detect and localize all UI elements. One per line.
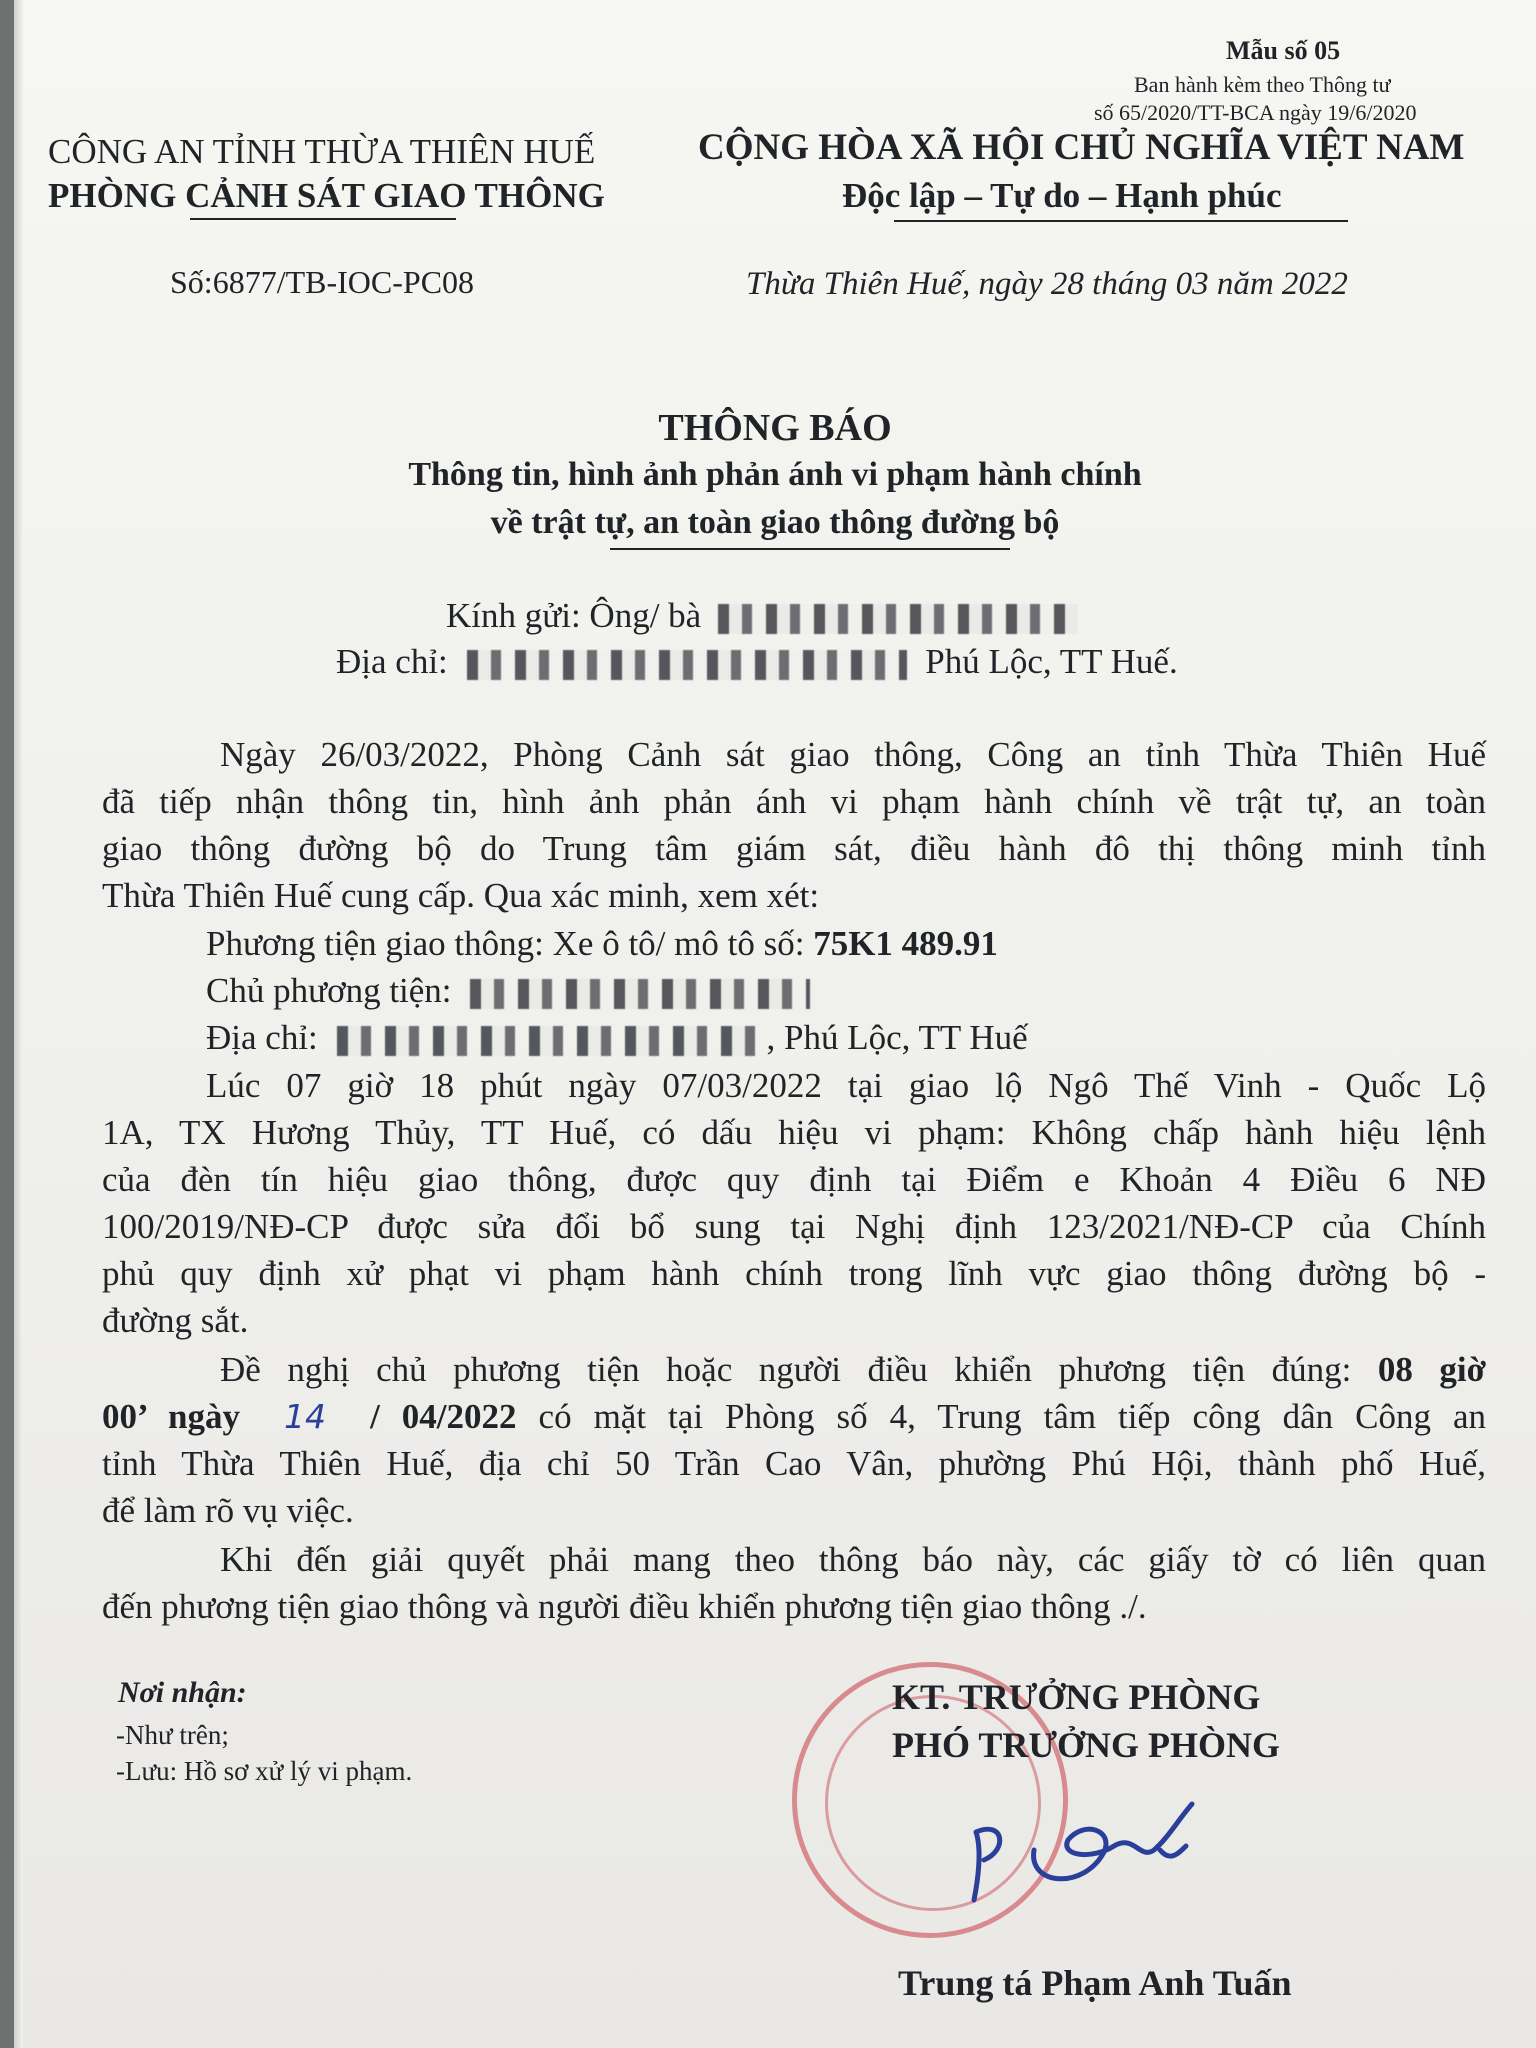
p4-line2-rest: có mặt tại Phòng số 4, Trung tâm tiếp công dân Công an <box>538 1397 1487 1436</box>
form-issued-line1: Ban hành kèm theo Thông tư <box>1134 72 1391 97</box>
p4-month-year: / 04/2022 <box>370 1397 517 1436</box>
signature <box>964 1790 1224 1920</box>
handwritten-day: 14 <box>284 1397 327 1436</box>
vehicle-plate: 75K1 489.91 <box>813 924 998 963</box>
sign-authority-2: PHÓ TRƯỞNG PHÒNG <box>892 1725 1281 1765</box>
redacted-owner-address <box>337 1026 767 1056</box>
vehicle-line <box>206 920 998 967</box>
vehicle-label: Phương tiện giao thông: Xe ô tô/ mô tô số: <box>206 924 805 963</box>
owner-label: Chủ phương tiện: <box>206 971 452 1010</box>
p3-line2: 1A, TX Hương Thủy, TT Huế, có dấu hiệu vi phạm: Không chấp hành hiệu lệnh <box>102 1113 1486 1152</box>
owner-address-label: Địa chỉ: <box>206 1018 318 1057</box>
address-line <box>336 642 1178 682</box>
agency-parent: CÔNG AN TỈNH THỪA THIÊN HUẾ <box>48 132 596 171</box>
p5-line1: Khi đến giải quyết phải mang theo thông báo này, các giấy tờ có liên quan <box>220 1540 1486 1579</box>
redacted-owner <box>470 979 810 1009</box>
redacted-name <box>718 604 1078 634</box>
agency-underline <box>190 218 456 220</box>
agency-name: PHÒNG CẢNH SÁT GIAO THÔNG <box>48 176 605 215</box>
owner-line <box>206 967 810 1014</box>
greeting-label: Kính gửi: Ông/ bà <box>446 596 702 635</box>
nation-name: CỘNG HÒA XÃ HỘI CHỦ NGHĨA VIỆT NAM <box>698 127 1465 168</box>
p4-line1-time: 08 giờ <box>1377 1350 1486 1389</box>
form-number: Mẫu số 05 <box>1226 36 1341 65</box>
p1-line2: đã tiếp nhận thông tin, hình ảnh phản ánh vi phạm hành chính về trật tự, an toàn <box>102 782 1486 821</box>
body-line <box>102 1062 1486 1109</box>
p4-time-minutes: 00’ ngày <box>102 1397 241 1436</box>
recipients-item-1: -Như trên; <box>116 1720 229 1750</box>
document-subtitle-1: Thông tin, hình ảnh phản ánh vi phạm hành chính <box>408 456 1142 493</box>
p3-line6: đường sắt. <box>102 1301 249 1340</box>
p4-line4: để làm rõ vụ việc. <box>102 1491 354 1530</box>
document-subtitle-2: về trật tự, an toàn giao thông đường bộ <box>490 504 1060 541</box>
address-suffix: Phú Lộc, TT Huế. <box>925 642 1178 681</box>
p4-line3: tỉnh Thừa Thiên Huế, địa chỉ 50 Trần Cao Vân, phường Phú Hội, thành phố Huế, <box>102 1444 1486 1483</box>
recipients-item-2: -Lưu: Hồ sơ xử lý vi phạm. <box>116 1756 413 1786</box>
nation-motto: Độc lập – Tự do – Hạnh phúc <box>842 176 1282 215</box>
p3-line1: Lúc 07 giờ 18 phút ngày 07/03/2022 tại giao lộ Ngô Thế Vinh - Quốc Lộ <box>206 1066 1486 1105</box>
p3-line5: phủ quy định xử phạt vi phạm hành chính trong lĩnh vực giao thông đường bộ - <box>102 1254 1486 1293</box>
motto-underline <box>894 220 1348 222</box>
body-line <box>102 1346 1486 1393</box>
document-date: Thừa Thiên Huế, ngày 28 tháng 03 năm 2022 <box>746 266 1348 302</box>
body-line <box>102 1536 1486 1583</box>
title-underline <box>610 548 1010 550</box>
form-issued-line2: số 65/2020/TT-BCA ngày 19/6/2020 <box>1094 100 1417 125</box>
owner-address-line <box>206 1014 1028 1061</box>
document-page <box>14 0 1536 2048</box>
body-line <box>102 1393 1486 1440</box>
p3-line3: của đèn tín hiệu giao thông, được quy định tại Điểm e Khoản 4 Điều 6 NĐ <box>102 1160 1486 1199</box>
recipient-line <box>446 596 1078 636</box>
p4-line1: Đề nghị chủ phương tiện hoặc người điều khiển phương tiện đúng: <box>220 1350 1352 1389</box>
p1-line4: Thừa Thiên Huế cung cấp. Qua xác minh, xem xét: <box>102 876 820 915</box>
recipients-title: Nơi nhận: <box>118 1676 247 1709</box>
signer-name: Trung tá Phạm Anh Tuấn <box>898 1963 1292 2003</box>
sign-authority-1: KT. TRƯỞNG PHÒNG <box>892 1677 1261 1717</box>
document-title: THÔNG BÁO <box>658 407 892 449</box>
owner-address-suffix: , Phú Lộc, TT Huế <box>766 1018 1028 1057</box>
document-number: Số:6877/TB-IOC-PC08 <box>170 264 475 300</box>
p3-line4: 100/2019/NĐ-CP được sửa đổi bổ sung tại Nghị định 123/2021/NĐ-CP của Chính <box>102 1207 1486 1246</box>
redacted-address <box>467 650 907 680</box>
p1-line3: giao thông đường bộ do Trung tâm giám sát, điều hành đô thị thông minh tỉnh <box>102 829 1486 868</box>
body-line <box>102 731 1486 778</box>
p1-line1: Ngày 26/03/2022, Phòng Cảnh sát giao thông, Công an tỉnh Thừa Thiên Huế <box>220 735 1486 774</box>
address-label: Địa chỉ: <box>336 642 448 681</box>
p5-line2: đến phương tiện giao thông và người điều khiển phương tiện giao thông ./. <box>102 1587 1147 1626</box>
